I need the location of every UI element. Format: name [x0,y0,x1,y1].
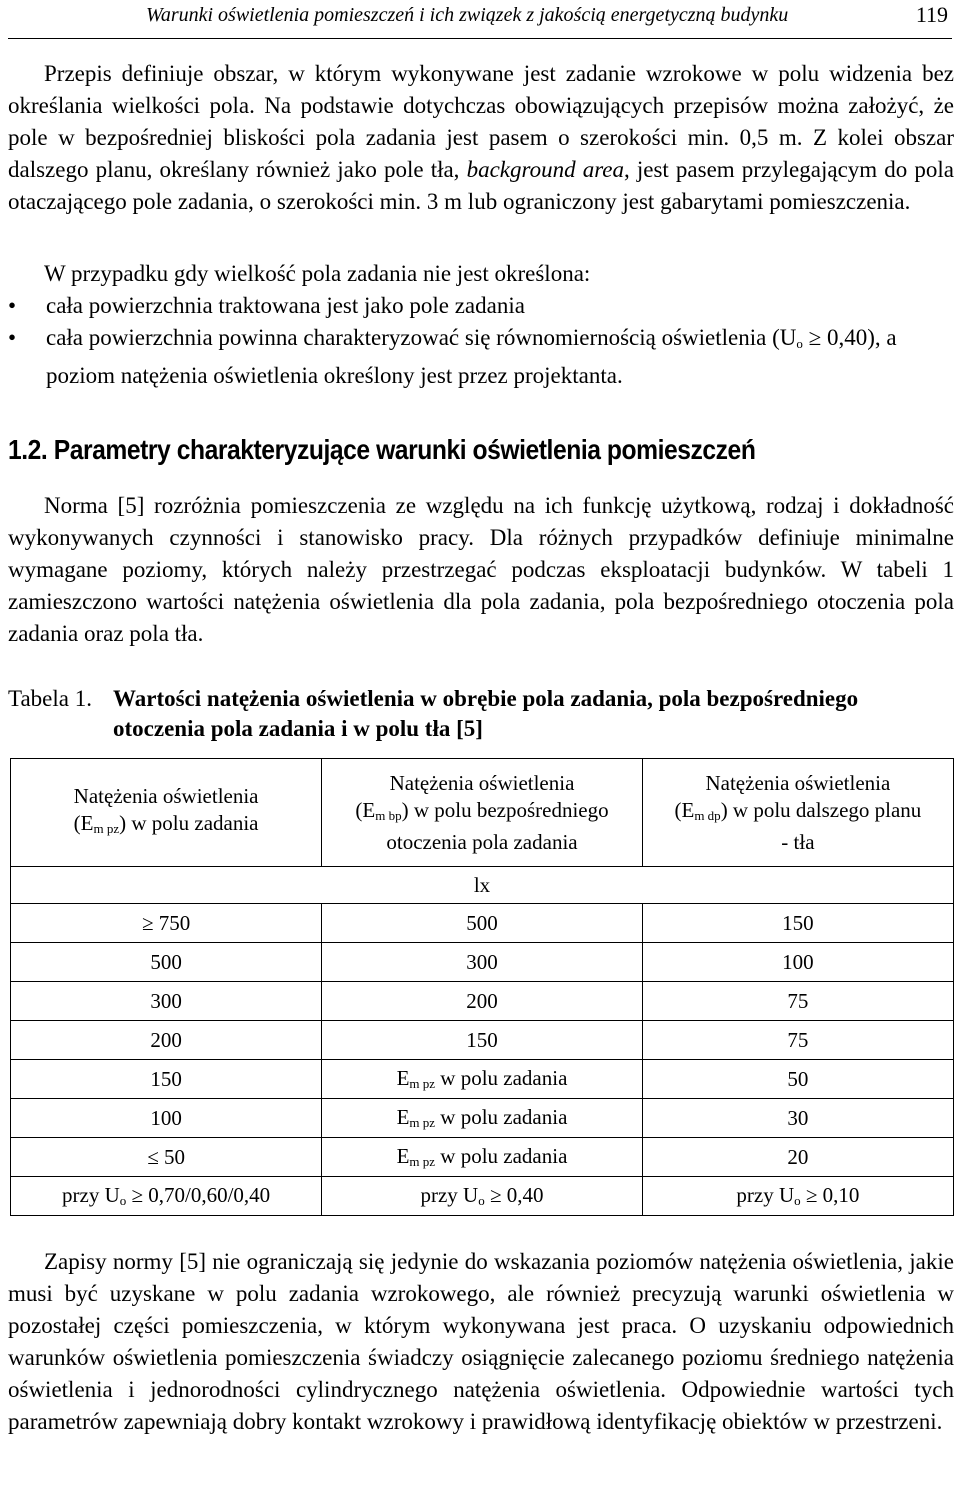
cell-background: 75 [642,982,953,1021]
header-cell-task: Natężenia oświetlenia $(E_{m pz})$ w polu zadania [11,759,322,867]
closing-paragraph: Zapisy normy [5] nie ograniczają się jedynie do wskazania poziomów natężenia oświetlenia, jakie musi być uzyskane w polu zadania wzrokowego, ale również precyzują warunki oświetlenia w pozostałej części pomieszczenia, w którym wykonywana jest praca. O uzyskaniu odpowiednich warunków oświetlenia pomieszczenia świadczy osiągnięcie zalecanego poziomu średniego natężenia oświetlenia i jednorodności cylindrycznego natężenia oświetlenia. Odpowiednie wartości tych parametrów zapewniają dobry kontakt wzrokowy i prawidłową identyfikację obiektów w przestrzeni. [8,1249,954,1434]
table-row [11,1021,954,1060]
table-row [11,1138,954,1177]
cell-task: 100 [11,1099,322,1138]
cell-background: przy $U_o \ge 0,10$ [642,1177,953,1216]
cell-task: 200 [11,1021,322,1060]
header-cell-background: Natężenia oświetlenia $(E_{m dp})$ w polu dalszego planu - tła [642,759,953,867]
intro-condition: W przypadku gdy wielkość pola zadania nie jest określona: [44,261,591,286]
table-row [11,1099,954,1138]
cell-task: przy $U_o \ge 0,70/0,60/0,40$ [11,1177,322,1216]
cell-surrounding: 200 [322,982,643,1021]
cell-surrounding: $E_{m pz}$ w polu zadania [322,1060,643,1099]
bullet-dot: • [8,293,17,318]
page-header [8,0,952,39]
unit-row [11,867,954,904]
table-row [11,982,954,1021]
bullet-dot: • [8,325,17,350]
cell-surrounding: $E_{m pz}$ w polu zadania [322,1099,643,1138]
unit-cell: lx [11,867,954,904]
bullet-item-2 [8,322,954,392]
running-title: Warunki oświetlenia pomieszczeń i ich związek z jakością energetyczną budynku [146,4,789,26]
cell-surrounding: $E_{m pz}$ w polu zadania [322,1138,643,1177]
intro-text-b: , jest pasem przylegającym do pola otaczającego pole zadania, o szerokości min. 3 m lub ograniczony jest gabarytami pomieszczenia. [8,157,954,214]
illuminance-table [10,758,954,1216]
cell-task: 150 [11,1060,322,1099]
intro-paragraph [8,58,954,218]
table-caption-label: Tabela 1. [8,686,92,711]
intro-text-a: Przepis definiuje obszar, w którym wykonywane jest zadanie wzrokowe w polu widzenia bez określania wielkości pola. Na podstawie dotychczas obowiązujących przepisów można założyć, że pole w bezpośredniej bliskości pola zadania jest pasem o szerokości min. 0,5 m. Z kolei obszar dalszego planu, określany również jako pole tła, [8,61,954,182]
cell-surrounding: 150 [322,1021,643,1060]
cell-background: 20 [642,1138,953,1177]
cell-task: ≥ 750 [11,904,322,943]
table-row [11,904,954,943]
cell-surrounding: przy $U_o \ge 0,40$ [322,1177,643,1216]
bullet-text: cała powierzchnia powinna charakteryzować się równomiernością oświetlenia $(U_o \ge 0,40)$, a poziom natężenia oświetlenia określony jest przez projektanta. [46,325,897,388]
page-number: 119 [915,2,948,27]
intro-italic-term: background area [466,157,624,182]
cell-task: 500 [11,943,322,982]
table-header-row [11,759,954,867]
cell-background: 100 [642,943,953,982]
header-cell-surrounding: Natężenia oświetlenia $(E_{m bp})$ w polu bezpośredniego otoczenia pola zadania [322,759,643,867]
uniformity-row [11,1177,954,1216]
cell-task: ≤ 50 [11,1138,322,1177]
cell-background: 30 [642,1099,953,1138]
cell-background: 75 [642,1021,953,1060]
table-row [11,943,954,982]
cell-task: 300 [11,982,322,1021]
cell-background: 150 [642,904,953,943]
table-row [11,1060,954,1099]
bullet-text: cała powierzchnia traktowana jest jako pole zadania [46,293,525,318]
cell-surrounding: 300 [322,943,643,982]
table-caption-text: Wartości natężenia oświetlenia w obrębie pola zadania, pola bezpośredniego otoczenia pola zadania i w polu tła [5] [113,686,859,741]
cell-surrounding: 500 [322,904,643,943]
cell-background: 50 [642,1060,953,1099]
section-heading: 1.2. Parametry charakteryzujące warunki oświetlenia pomieszczeń [8,434,756,465]
section-paragraph: Norma [5] rozróżnia pomieszczenia ze względu na ich funkcję użytkową, rodzaj i dokładność wykonywanych czynności i stanowisko pracy. Dla różnych przypadków definiuje minimalne wymagane poziomy, których należy przestrzegać podczas eksploatacji budynków. W tabeli 1 zamieszczono wartości natężenia oświetlenia dla pola zadania, pola bezpośredniego otoczenia pola zadania oraz pola tła. [8,493,954,646]
